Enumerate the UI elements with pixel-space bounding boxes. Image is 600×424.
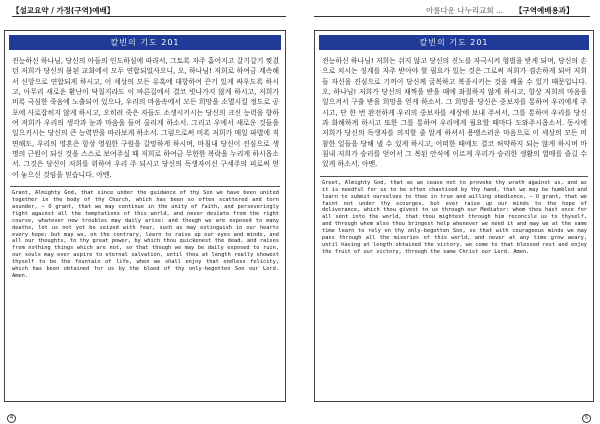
left-page-header: 【설교요약 / 가정(구역)예배】 [12, 6, 115, 15]
section-divider [10, 186, 280, 187]
section-divider [320, 176, 588, 177]
page-number: 4 [7, 414, 16, 423]
right-page [300, 0, 600, 424]
right-page-header: 【구역예배용과】 [515, 6, 574, 15]
prayer-box [314, 30, 594, 402]
korean-prayer-text: 전능하신 하나님! 저희는 쉬지 않고 당신의 진노를 자극시켜 형벌을 받게 되며, 당신의 손으로 치시는 징계를 자주 받아야 할 필요가 있는 것은 그로써 저희가 겸손하게 되어 저희들 자신을 진심으로 기꺼이 당신께 굴복하고 복종시키는 것을 배울 수 있기 때문입니다. 오, 하나님! 저희가 당신의 채찍을 받을 때에 좌절하지 않게 하시고, 항상 저희의 마음을 일으켜서 구출 받을 희망을 얻게 하소서. 그 희망을 당신은 중보자를 통하여 우리에게 주시고, 단 한 번 완전하게 우리의 중보자를 세상에 보내 주셔서, 그를 통하여 우리를 당신과 화해하게 하시고 또한 그를 통하여 우리에게 필요할 때마다 도와주시옵소서. 동시에 저희가 당신의 독생자를 의지할 줄 알게 하셔서 용맹스러운 마음으로 이 세상의 모든 비참한 일들을 당해 낼 수 있게 하시고, 어떠한 때에도 결코 허약하지 되는 않게 하시며 마침내 저희가 승리를 얻어서 그 복된 안식에 이르게 우리가 승리한 생활의 열매를 즐길 수 있게 하소서. 아멘. [322, 57, 587, 169]
english-prayer-text: Greet, Almighty God, that as we cease not to provoke thy wrath against us, and as it is needful for us to be often chastised by thy hand, that we may be humbled and learn to submit ourselves to thee in true and willing obedience, — O grant, that we faint not under thy scourges, but ever raise up our minds to the hope of deliverance, which thou givest to us through our Mediator: whom thou hast once for all sent into the world, that thou mightest through him reconcile us to thyself, and through whom also thou bringest help whenever we need it and may we at the same time learn to rely on thy only-begotten Son, so that with courageous minds we may pass through all the miseries of this world, and never at any time grow weary, until having at length obtained the victory, we come to that blessed rest and enjoy the fruit of our victory, through the same Christ our Lord. Amen. [322, 179, 587, 255]
prayer-title: 칼빈의 기도 201 [9, 35, 281, 50]
korean-prayer-text: 전능하신 하나님, 당신의 아들의 인도하심에 따라서, 그토록 자주 흩어지고 갈기갈기 찢겼던 저희가 당신의 몸된 교회에서 모두 연합되었사오니, 오, 하나님! 저희로 하여금 계속해서 신앙으로 연합되게 하시고, 이 세상의 모든 유혹에 대항하여 끈기 있게 싸우도록 하시고, 아무리 새로운 환난이 닥칠지라도 이 바른길에서 결코 빗나가지 않게 하시고, 저희가 비록 극심한 죽음에 노출되어 있으나, 우리의 마음속에서 모든 희망을 소멸시킬 정도로 공포에 사로잡히지 않게 하시고, 오히려 죽은 자들도 소생시키시는 당신의 크신 능력을 향하여 저희가 우리의 생각과 눈과 마음을 들어 올리게 하소서. 그리고 우에서 새로운 것들을 일으키시는 당신의 큰 능력만을 바라보게 하소서. 그럼으로써 비록 저희가 매일 파멸에 직면해도, 우리의 영혼은 항상 영원한 구원을 갈망하게 하시며, 마침내 당신이 진심으로 생명의 근원이 되신 것을 스스로 보여주실 때 저희로 하여금 무한한 복락을 누리게 하시옵소서. 그것은 당신이 저희를 위하여 우리 주 되시고 당신의 독생자이신 구세주의 피로써 얻어 놓으신 것임을 믿습니다. 아멘. [12, 57, 279, 179]
church-name-header: 아름다운 나누리교회 ... [426, 6, 504, 15]
header-rule [12, 16, 286, 17]
english-prayer-text: Grant, Almighty God, that since under the guidance of thy Son we have been united together in the body of thy Church, which has been so often scattered and torn asunder, — O grant, that we may continue in the unity of faith, and perseveringly fight against all the temptations of this world, and never deviate from the right course, whatever new troubles may daily arise: and though we are exposed to many deaths, let us not yet be seized with fear, such as may extinguish in our hearts every hope; but may we, on the contrary, learn to raise up our eyes and minds, and all our thoughts, to thy great power, by which thou quickenest the dead, and raises from nothing things which are not, so that though we may be daily exposed to ruin, our souls may ever aspire to eternal salvation, until thou at length really showest thyself to be the fountain of life, when we shall enjoy that endless felicity, which has been obtained for us by the blood of thy only-begotten Son our Lord. Amen. [12, 190, 279, 279]
header-rule [314, 16, 590, 17]
prayer-box [4, 30, 286, 402]
prayer-title: 칼빈의 기도 201 [319, 35, 589, 50]
page-number: 5 [582, 414, 591, 423]
